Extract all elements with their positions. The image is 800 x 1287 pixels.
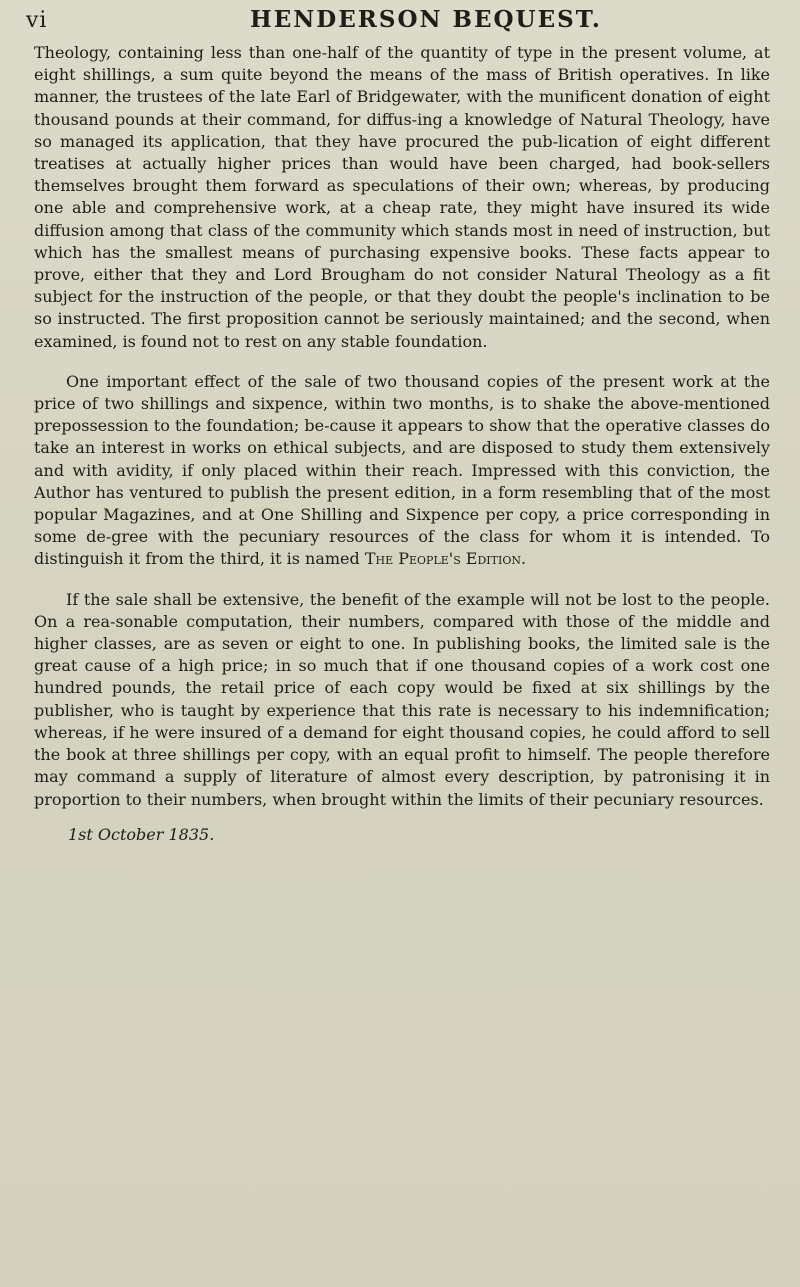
edition-end: . [520,549,527,569]
page-number: vi [26,8,48,33]
paragraph-1: Theology, containing less than one-half of the quantity of type in the present volume, at eight shillings, a sum quite beyond the means of the mass of British operatives. In like manner, the trustees of the late Earl of Bridgewater, with the munificent donation of eight thousand pounds at their command, for diffus-ing a knowledge of Natural Theology, have so managed its application, that they have procured the pub-lication of eight different treatises at actually higher prices than would have been charged, had book-sellers themselves brought them forward as speculations of their own; whereas, by producing one able and comprehensive work, at a cheap rate, they might have insured its wide diffusion among that class of the community which stands most in need of instruction, but which has the smallest means of purchasing expensive books. These facts appear to prove, either that they and Lord Brougham do not consider Natural Theology as a fit subject for the instruction of the people, or that they doubt the people's inclination to be so instructed. The first proposition cannot be seriously maintained; and the second, when examined, is found not to rest on any stable foundation. [34,43,770,351]
paragraph-2 [34,371,770,571]
preface-date: 1st October 1835. [68,824,215,844]
page-header [0,6,800,40]
paragraph-3: If the sale shall be extensive, the benefit of the example will not be lost to the people. On a rea-sonable computation, their numbers, compared with those of the middle and higher classes, are as seven or eight to one. In publishing books, the limited sale is the great cause of a high price; in so much that if one thousand copies of a work cost one hundred pounds, the retail price of each copy would be fixed at six shillings by the publisher, who is taught by experience that this rate is necessary to his indemnification; whereas, if he were insured of a demand for eight thousand copies, he could afford to sell the book at three shillings per copy, with an equal profit to himself. The people therefore may command a supply of literature of almost every description, by patronising it in proportion to their numbers, when brought within the limits of their pecuniary resources. [34,589,770,809]
paragraph-2-text: One important effect of the sale of two thousand copies of the present work at the price of two shillings and sixpence, within two months, is to shake the above-mentioned prepossession to the foundation; be-cause it appears to show that the operative classes do take an interest in works on ethical subjects, and are disposed to study them extensively and with avidity, if only placed within their reach. Impressed with this conviction, the Author has ventured to publish the present edition, in a form resembling that of the most popular Magazines, and at One Shilling and Sixpence per copy, a price corresponding in some de-gree with the pecuniary resources of the class for whom it is intended. To distinguish it from the third, it is named [34,371,770,569]
edition-name: The People's Edition [364,549,521,569]
body-text [34,42,770,844]
running-title: HENDERSON BEQUEST. [250,6,602,33]
